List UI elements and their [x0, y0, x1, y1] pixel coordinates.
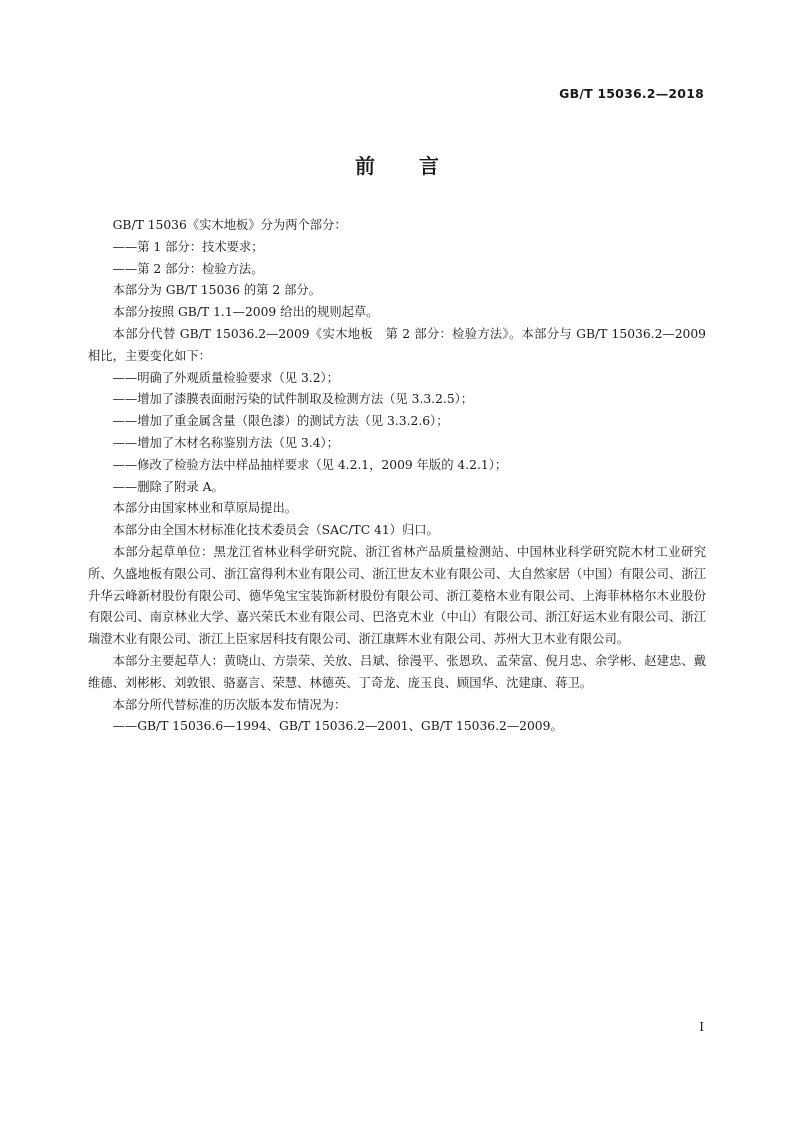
- paragraph-drafting-units: 本部分起草单位：黑龙江省林业科学研究院、浙江省林产品质量检测站、中国林业科学研究院木材工业研究所、久盛地板有限公司、浙江富得利木业有限公司、浙江世友木业有限公司、大自然家居（中国）有限公司、浙江升华云峰新材股份有限公司、德华兔宝宝装饰新材股份有限公司、浙江菱格木业有限公司、上海菲林格尔木业股份有限公司、南京林业大学、嘉兴荣氏木业有限公司、巴洛克木业（中山）有限公司、浙江好运木业有限公司、浙江瑞澄木业有限公司、浙江上臣家居科技有限公司、浙江康辉木业有限公司、苏州大卫木业有限公司。: [88, 544, 706, 647]
- page-title: [0, 150, 794, 179]
- list-item-change-6: ——删除了附录 A。: [112, 479, 224, 494]
- foreword-body: [88, 215, 706, 738]
- paragraph-committee: 本部分由全国木材标准化技术委员会（SAC/TC 41）归口。: [112, 523, 439, 538]
- paragraph-drafters: 本部分主要起草人：黄晓山、方崇荣、关放、吕斌、徐漫平、张恩玖、孟荣富、倪月忠、余学彬、赵建忠、戴维德、刘彬彬、刘敦银、骆嘉言、荣慧、林德英、丁奇龙、庞玉良、顾国华、沈建康、蒋卫。: [88, 653, 706, 690]
- paragraph-replaces: 本部分代替 GB/T 15036.2—2009《实木地板 第 2 部分：检验方法》。本部分与 GB/T 15036.2—2009 相比，主要变化如下：: [88, 326, 706, 363]
- paragraph-part-statement: 本部分为 GB/T 15036 的第 2 部分。: [112, 283, 321, 298]
- list-item-change-1: ——明确了外观质量检验要求（见 3.2）；: [112, 370, 339, 385]
- list-item-change-5: ——修改了检验方法中样品抽样要求（见 4.2.1，2009 年版的 4.2.1）；: [112, 457, 508, 472]
- list-item-history: ——GB/T 15036.6—1994、GB/T 15036.2—2001、GB/T 15036.2—2009。: [112, 719, 563, 734]
- paragraph-drafting-rules: 本部分按照 GB/T 1.1—2009 给出的规则起草。: [112, 305, 379, 320]
- paragraph-proposed-by: 本部分由国家林业和草原局提出。: [112, 501, 298, 516]
- paragraph-intro: GB/T 15036《实木地板》分为两个部分：: [112, 218, 347, 232]
- page-number: I: [699, 1020, 704, 1034]
- paragraph-history: 本部分所代替标准的历次版本发布情况为：: [112, 697, 347, 712]
- standard-code: GB/T 15036.2—2018: [559, 86, 704, 101]
- title-char-1: 前: [355, 154, 375, 178]
- list-item-change-4: ——增加了木材名称鉴别方法（见 3.4）；: [112, 435, 339, 450]
- list-item-change-2: ——增加了漆膜表面耐污染的试件制取及检测方法（见 3.3.2.5）；: [112, 392, 474, 407]
- list-item-part2: ——第 2 部分：检验方法。: [112, 261, 264, 276]
- list-item-change-3: ——增加了重金属含量（限色漆）的测试方法（见 3.3.2.6）；: [112, 414, 449, 429]
- title-char-2: 言: [419, 154, 439, 178]
- list-item-part1: ——第 1 部分：技术要求；: [112, 239, 264, 254]
